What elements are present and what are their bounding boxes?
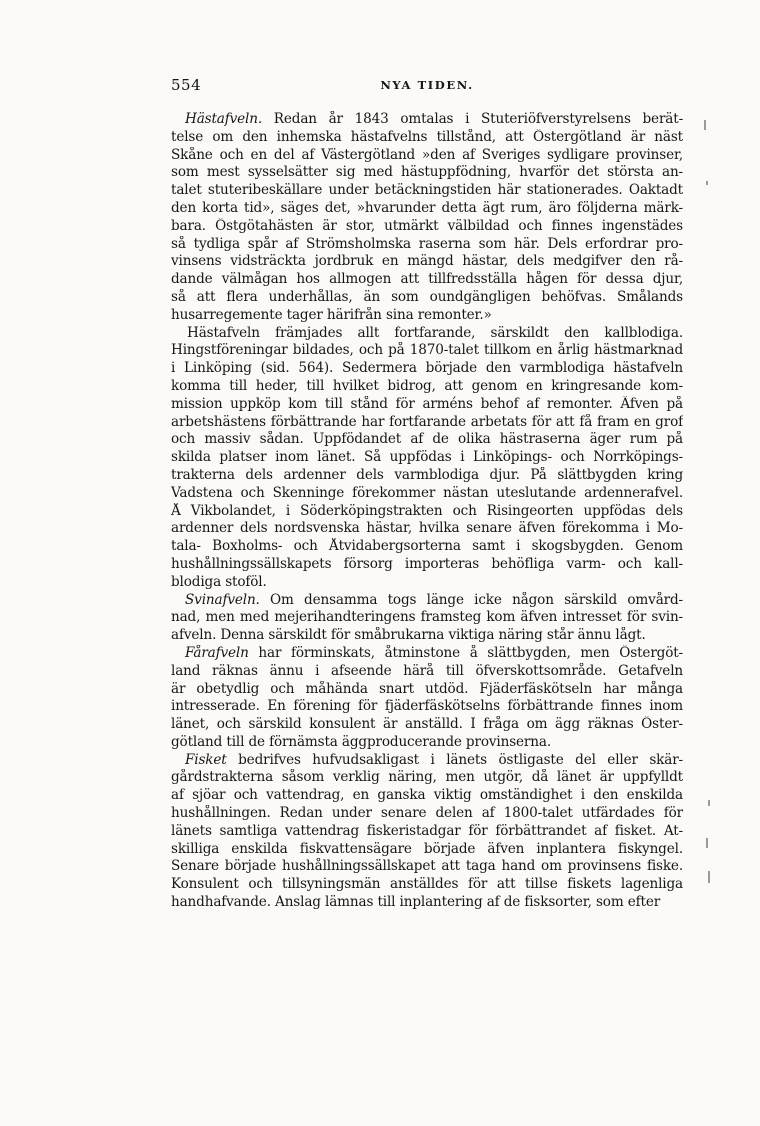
line-text: ardenner dels nordsvenska hästar, hvilka senare äfven förekomma i Mo- [171,520,683,537]
text-line [171,253,683,271]
line-text: den korta tid», säges det, »hvarunder detta ägt rum, äro följderna märk- [171,199,683,216]
text-line [171,894,683,912]
text-line [171,734,683,752]
paragraph-lead: Svinafveln. [185,591,260,608]
line-text: handhafvande. Anslag lämnas till inplantering af de fisksorter, som efter [171,894,661,911]
paragraph-lead: Fårafveln [185,644,249,661]
line-text: vinsens vidsträckta jordbruk en mängd hästar, dels medgifver den rå- [171,253,683,270]
line-text: dande välmågan hos allmogen att tillfredsställa hågen för dessa djur, [171,271,683,288]
margin-mark [704,120,706,130]
text-line [171,289,683,307]
margin-mark [708,871,710,883]
line-text: som mest sysselsätter sig med hästuppfödning, hvarför det största an- [171,164,683,181]
text-line [171,609,683,627]
text-line [171,716,683,734]
text-line [171,592,683,610]
text-line [171,182,683,200]
line-text: intresserade. En förening för fjäderfäskötselns förbättrande finnes inom [171,698,683,715]
line-text: arbetshästens förbättrande har fortfarande arbetats för att få fram en grof [171,413,683,430]
line-text: Senare började hushållningssällskapet att taga hand om provinsens fiske. [171,858,683,875]
line-text: land räknas ännu i afseende härå till öfverskottsområde. Getafveln [171,662,683,679]
line-text: telse om den inhemska hästafvelns tillstånd, att Östergötland är näst [171,128,683,145]
line-text: skilliga enskilda fiskvattensägare började äfven inplantera fiskyngel. [171,840,683,857]
text-line [171,236,683,254]
text-line [171,218,683,236]
text-line [171,307,683,325]
text-line [171,876,683,894]
text-line [171,485,683,503]
text-line [171,378,683,396]
page-header [171,76,683,98]
line-text: och massiv sådan. Uppfödandet af de olika hästraserna äger rum på [171,431,683,448]
line-text: blodiga stoföl. [171,573,267,590]
text-line [171,645,683,663]
text-line [171,147,683,165]
line-text: afveln. Denna särskildt för småbrukarna viktiga näring står ännu lågt. [171,627,646,644]
line-text: Hästafveln främjades allt fortfarande, särskildt den kallblodiga. [187,324,683,341]
line-text: Hingstföreningar bildades, och på 1870-talet tillkom en årlig hästmarknad [171,342,683,359]
text-line [171,556,683,574]
text-line [171,164,683,182]
text-line [171,200,683,218]
text-line [171,538,683,556]
text-line [171,681,683,699]
text-line [171,698,683,716]
line-text: bara. Östgötahästen är stor, utmärkt välbildad och finnes ingenstädes [171,217,683,234]
text-line [171,823,683,841]
line-text: Skåne och en del af Västergötland »den af Sveriges sydligare provinser, [171,146,683,163]
line-text: Om densamma togs länge icke någon särskild omvård- [270,591,683,608]
text-line [171,271,683,289]
paragraph-lead: Hästafveln. [185,111,263,127]
line-text: länet, och särskild konsulent är anställd. I fråga om ägg räknas Öster- [171,716,683,733]
text-line [171,449,683,467]
line-text: har förminskats, åtminstone å slättbygden, men Östergöt- [258,644,683,661]
line-text: i Linköping (sid. 564). Sedermera började den varmblodiga hästafveln [171,360,683,377]
text-line [171,663,683,681]
line-text: Vadstena och Skenninge förekommer nästan uteslutande ardennerafvel. [171,484,683,501]
text-line [171,325,683,343]
margin-mark [708,800,710,806]
line-text: tala- Boxholms- och Åtvidabergsorterna samt i skogsbygden. Genom [171,538,683,555]
line-text: nad, men med mejerihandteringens framsteg kom äfven intresset för svin- [171,609,683,626]
page-number: 554 [171,76,202,94]
text-line [171,342,683,360]
text-line [171,752,683,770]
text-line [171,574,683,592]
text-line [171,414,683,432]
line-text: så att flera underhållas, än som oundgängligen behöfvas. Smålands [171,288,683,305]
line-text: mission uppköp kom till stånd för arméns behof af remonter. Äfven på [171,395,683,412]
line-text: så tydliga spår af Strömsholmska raserna som här. Dels erfordrar pro- [171,235,683,252]
running-head: NYA TIDEN. [380,78,474,92]
line-text: Redan år 1843 omtalas i Stuteriöfverstyrelsens berät- [273,111,683,127]
line-text: hushållningssällskapets försorg importeras behöfliga varm- och kall- [171,555,683,572]
text-line [171,431,683,449]
line-text: bedrifves hufvudsakligast i länets östligaste del eller skär- [238,751,683,768]
text-line [171,520,683,538]
text-line [171,769,683,787]
text-line [171,111,683,129]
line-text: talet stuteribeskällare under betäckningstiden här stationerades. Oaktadt [171,182,683,199]
text-line [171,129,683,147]
line-text: Konsulent och tillsyningsmän anställdes för att tillse fiskets lagenliga [171,876,683,893]
text-line [171,467,683,485]
text-line [171,360,683,378]
line-text: af sjöar och vattendrag, en ganska viktig omständighet i den enskilda [171,787,683,804]
text-line [171,627,683,645]
text-line [171,805,683,823]
text-line [171,787,683,805]
text-line [171,841,683,859]
line-text: komma till heder, till hvilket bidrog, att genom en kringresande kom- [171,377,683,394]
line-text: är obetydlig och måhända snart utdöd. Fjäderfäskötseln har många [171,680,683,697]
text-line [171,858,683,876]
line-text: skilda platser inom länet. Så uppfödas i Linköpings- och Norrköpings- [171,449,683,466]
line-text: länets samtliga vattendrag fiskeristadgar för förbättrandet af fisket. At- [171,822,683,839]
line-text: Å Vikbolandet, i Söderköpingstrakten och Risingeorten uppfödas dels [171,502,683,519]
body-text [171,111,683,912]
line-text: hushållningen. Redan under senare delen af 1800-talet utfärdades för [171,805,683,822]
line-text: götland till de förnämsta äggproducerande provinserna. [171,733,551,750]
margin-mark [706,181,708,185]
text-line [171,503,683,521]
text-line [171,396,683,414]
paragraph-lead: Fisket [185,751,227,768]
line-text: gårdstrakterna såsom verklig näring, men utgör, då länet är uppfylldt [171,769,683,786]
line-text: trakterna dels ardenner dels varmblodiga djur. På slättbygden kring [171,466,683,483]
margin-mark [706,838,708,848]
line-text: husarregemente tager härifrån sina remonter.» [171,306,492,323]
